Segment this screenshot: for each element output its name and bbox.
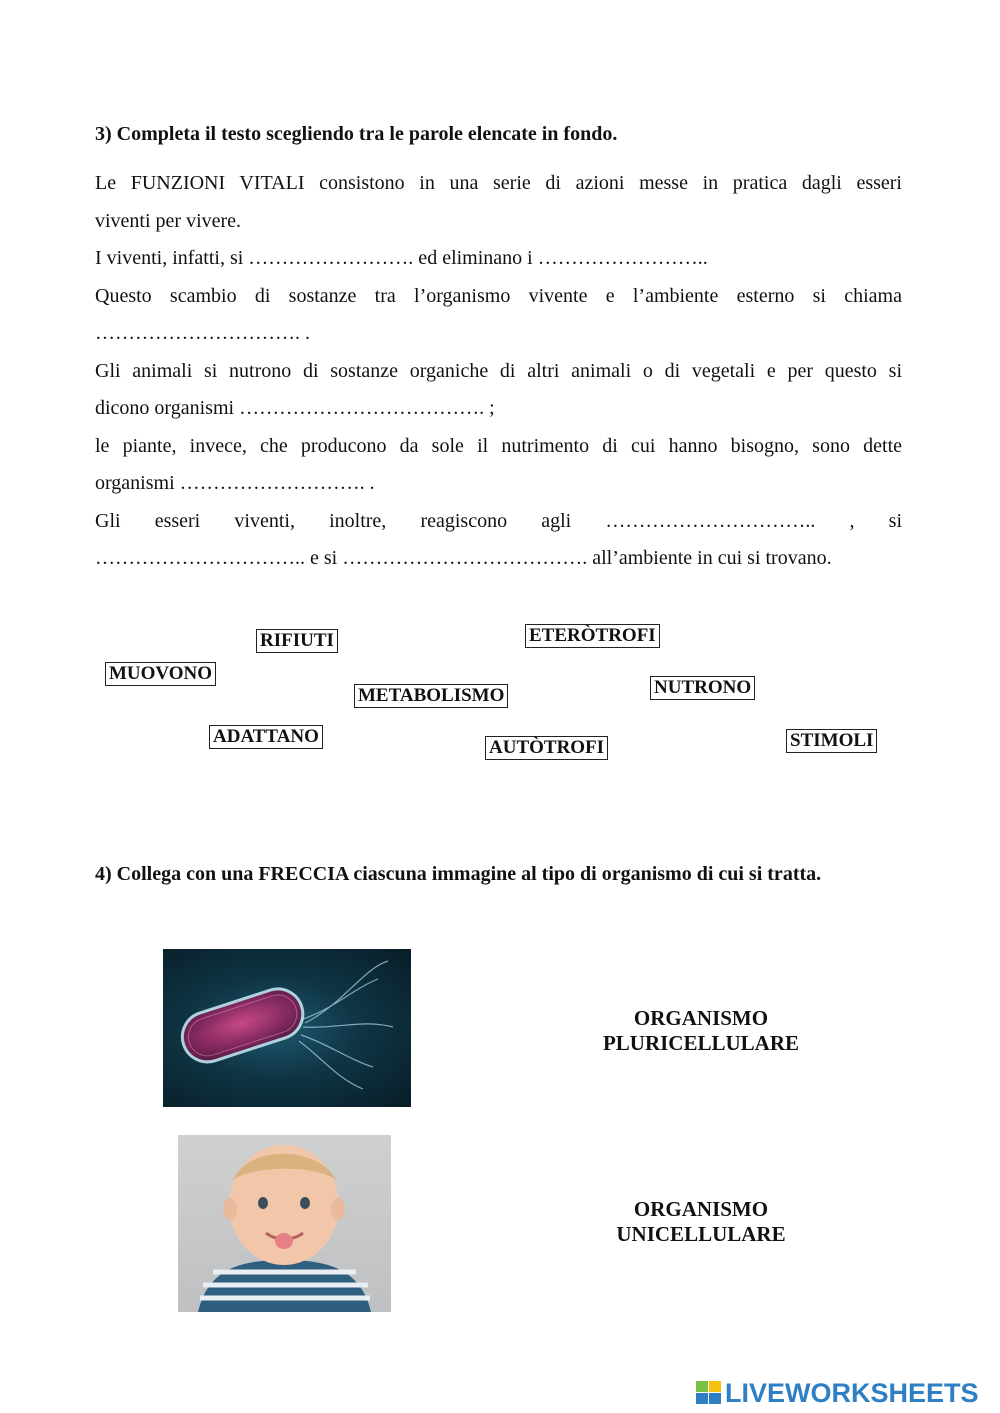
word-tile-rifiuti[interactable]: RIFIUTI xyxy=(256,629,338,653)
liveworksheets-logo xyxy=(696,1378,979,1408)
text-line: Le FUNZIONI VITALI consistono in una serie di azioni messe in pratica dagli esseri xyxy=(95,172,902,194)
text-line: Gli animali si nutrono di sostanze organiche di altri animali o di vegetali e per questo si xyxy=(95,359,902,382)
text-line: Questo scambio di sostanze tra l’organismo vivente e l’ambiente esterno si chiama xyxy=(95,284,902,307)
baby-image[interactable] xyxy=(178,1135,391,1312)
text-line: dicono organismi ………………………………. ; xyxy=(95,397,495,419)
bacterium-illustration xyxy=(163,949,411,1107)
liveworksheets-icon xyxy=(696,1381,722,1405)
text-line: le piante, invece, che producono da sole il nutrimento di cui hanno bisogno, sono dette xyxy=(95,434,902,457)
word-tile-nutrono[interactable]: NUTRONO xyxy=(650,676,755,700)
liveworksheets-wordmark: LIVEWORKSHEETS xyxy=(725,1377,979,1408)
text-line: Gli esseri viventi, inoltre, reagiscono agli ………………………….. , si xyxy=(95,509,902,532)
text-line: I viventi, infatti, si ……………………. ed eliminano i …………………….. xyxy=(95,247,708,269)
word-tile-metabolismo[interactable]: METABOLISMO xyxy=(354,684,508,708)
word-tile-stimoli[interactable]: STIMOLI xyxy=(786,729,877,753)
text-line: ………………………….. e si ………………………………. all’ambiente in cui si trovano. xyxy=(95,547,832,569)
text-line: viventi per vivere. xyxy=(95,209,242,232)
text-line: …………………………. . xyxy=(95,322,310,344)
word-tile-adattano[interactable]: ADATTANO xyxy=(209,725,323,749)
exercise-3-text xyxy=(95,165,902,578)
word-tile-autotrofi[interactable]: AUTÒTROFI xyxy=(485,736,608,760)
exercise-3-title: 3) Completa il testo scegliendo tra le parole elencate in fondo. xyxy=(95,123,618,145)
word-tile-eterotrofi[interactable]: ETERÒTROFI xyxy=(525,624,660,648)
label-organismo-unicellulare[interactable]: ORGANISMO UNICELLULARE xyxy=(616,1197,786,1246)
exercise-4-title: 4) Collega con una FRECCIA ciascuna immagine al tipo di organismo di cui si tratta. xyxy=(95,863,822,885)
baby-illustration xyxy=(178,1135,391,1312)
label-organismo-pluricellulare[interactable]: ORGANISMO PLURICELLULARE xyxy=(602,1006,800,1055)
text-line: organismi ………………………. . xyxy=(95,472,375,494)
bacterium-image[interactable] xyxy=(163,949,411,1107)
word-tile-muovono[interactable]: MUOVONO xyxy=(105,662,216,686)
